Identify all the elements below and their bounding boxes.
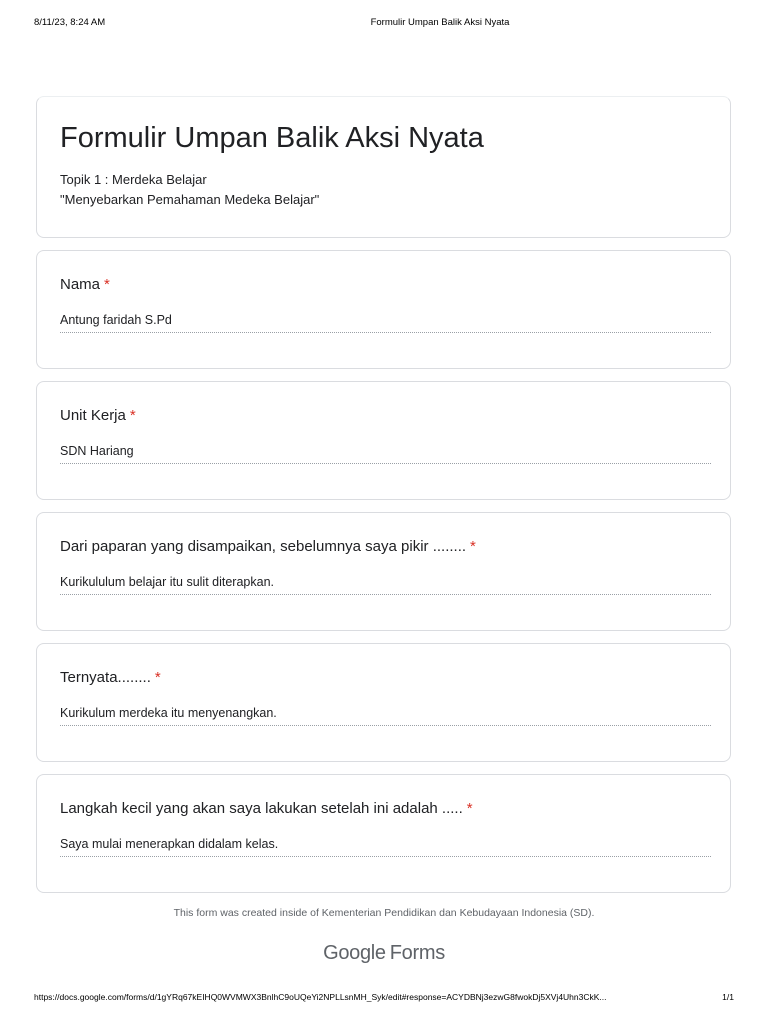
answer-text: Saya mulai menerapkan didalam kelas. bbox=[60, 837, 279, 851]
answer-text: Kurikulum merdeka itu menyenangkan. bbox=[60, 706, 277, 720]
required-asterisk: * bbox=[104, 276, 110, 293]
question-label bbox=[60, 405, 136, 427]
form-description-line-2: "Menyebarkan Pemahaman Medeka Belajar" bbox=[60, 192, 320, 207]
required-asterisk: * bbox=[154, 669, 161, 686]
question-label-text: Ternyata........ bbox=[60, 669, 151, 686]
forms-wordmark: Forms bbox=[389, 942, 445, 964]
question-label-text: Dari paparan yang disampaikan, sebelumnya saya pikir ........ bbox=[60, 538, 467, 555]
question-label-text: Langkah kecil yang akan saya lakukan setelah ini adalah ..... bbox=[60, 800, 463, 817]
print-footer bbox=[0, 992, 768, 1006]
question-card-nama bbox=[36, 250, 731, 369]
print-url: https://docs.google.com/forms/d/1gYRq67kEIHQ0WVMWX3BnlhC9oUQeYi2NPLLsnMH_Syk/edit#response=ACYDBNj3ezwG8fwokDj5XVj4Uhn3CkK... bbox=[34, 992, 607, 1002]
question-label-text: Nama bbox=[60, 276, 101, 293]
required-asterisk: * bbox=[466, 800, 473, 817]
print-date: 8/11/23, 8:24 AM bbox=[34, 17, 106, 28]
required-asterisk: * bbox=[129, 407, 136, 424]
print-page-number: 1/1 bbox=[722, 992, 734, 1002]
answer-underline bbox=[60, 725, 711, 726]
google-forms-logo[interactable] bbox=[0, 942, 768, 965]
answer-underline bbox=[60, 856, 711, 857]
question-label-text: Unit Kerja bbox=[60, 407, 126, 424]
form-footer-note: This form was created inside of Kementerian Pendidikan dan Kebudayaan Indonesia (SD). bbox=[173, 907, 595, 919]
question-card-sebelumnya bbox=[36, 512, 731, 631]
question-label bbox=[60, 274, 110, 296]
question-label bbox=[60, 798, 473, 820]
question-card-langkah-kecil bbox=[36, 774, 731, 893]
question-card-ternyata bbox=[36, 643, 731, 762]
question-label bbox=[60, 536, 476, 558]
answer-underline bbox=[60, 594, 711, 595]
print-header bbox=[0, 17, 768, 33]
answer-text: Kurikululum belajar itu sulit diterapkan. bbox=[60, 575, 274, 589]
required-asterisk: * bbox=[470, 538, 476, 555]
answer-underline bbox=[60, 463, 711, 464]
print-doc-title: Formulir Umpan Balik Aksi Nyata bbox=[370, 17, 510, 28]
question-card-unit-kerja bbox=[36, 381, 731, 500]
form-description-line-1: Topik 1 : Merdeka Belajar bbox=[60, 172, 207, 187]
answer-underline bbox=[60, 332, 711, 333]
question-label bbox=[60, 667, 161, 689]
form-title: Formulir Umpan Balik Aksi Nyata bbox=[60, 122, 484, 154]
form-title-card bbox=[36, 96, 731, 238]
answer-text: Antung faridah S.Pd bbox=[60, 313, 172, 327]
google-wordmark: Google bbox=[323, 942, 386, 964]
answer-text: SDN Hariang bbox=[60, 444, 134, 458]
